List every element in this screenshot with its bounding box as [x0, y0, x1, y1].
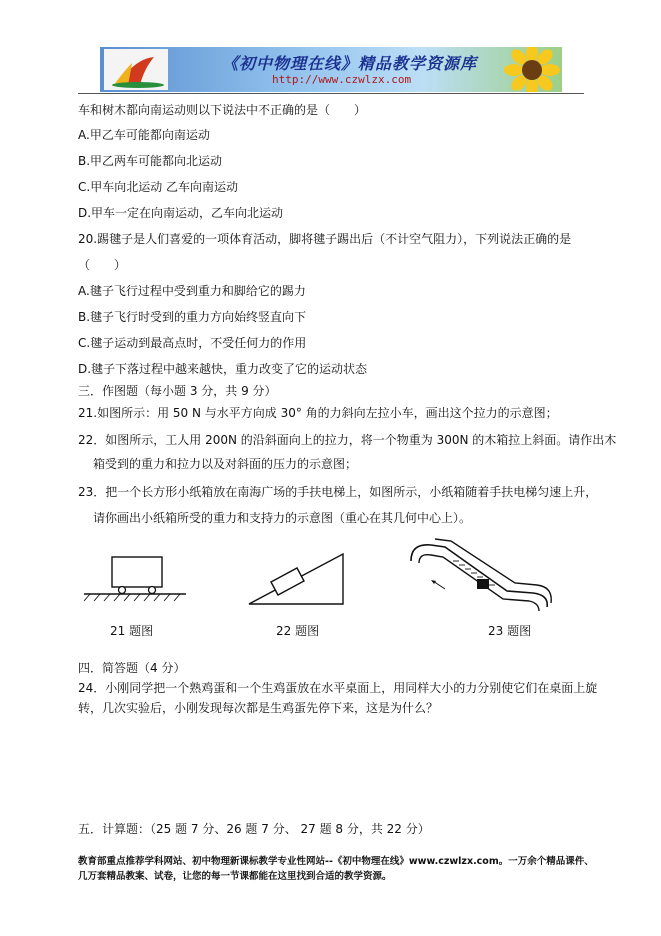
figure-21-caption: 21 题图 — [110, 624, 154, 638]
figure-23-escalator — [405, 533, 555, 613]
q19-option-a: A.甲乙车可能都向南运动 — [78, 128, 210, 142]
figure-21-cart — [80, 552, 190, 604]
q20-option-c: C.毽子运动到最高点时，不受任何力的作用 — [78, 336, 307, 350]
q19-option-d: D.甲车一定在向南运动，乙车向北运动 — [78, 206, 284, 220]
section-5-title: 五．计算题：（25 题 7 分、26 题 7 分、 27 题 8 分，共 22 分） — [78, 822, 430, 836]
q19-stem-tail: 车和树木都向南运动则以下说法中不正确的是（ ） — [78, 103, 367, 117]
banner-title: 《初中物理在线》精品教学资源库 — [222, 54, 478, 73]
q19-option-c: C.甲车向北运动 乙车向南运动 — [78, 180, 239, 194]
figure-23-caption: 23 题图 — [488, 624, 532, 638]
header-banner — [100, 47, 562, 92]
q20-paren: （ ） — [78, 258, 127, 272]
q20-stem: 20.踢毽子是人们喜爱的一项体育活动，脚将毽子踢出后（不计空气阻力），下列说法正确的是 — [78, 232, 572, 246]
q22-line-2: 箱受到的重力和拉力以及对斜面的压力的示意图； — [93, 457, 358, 471]
header-rule — [78, 93, 584, 94]
q22-line-1: 22．如图所示，工人用 200N 的沿斜面向上的拉力，将一个物重为 300N 的木箱拉上斜面。请作出木 — [78, 433, 617, 447]
q20-option-d: D.毽子下落过程中越来越快，重力改变了它的运动状态 — [78, 362, 368, 376]
q21-text: 21.如图所示：用 50 N 与水平方向成 30° 角的力斜向左拉小车，画出这个拉力的示意图； — [78, 406, 558, 420]
figure-22-incline — [245, 548, 350, 608]
figure-22-caption: 22 题图 — [276, 624, 320, 638]
q24-line-1: 24．小刚同学把一个熟鸡蛋和一个生鸡蛋放在水平桌面上，用同样大小的力分别使它们在桌面上旋 — [78, 681, 598, 695]
footer-line-2: 几万套精品教案、试卷，让您的每一节课都能在这里找到合适的教学资源。 — [78, 871, 392, 882]
banner-url[interactable]: http://www.czwlzx.com — [272, 73, 412, 86]
q23-line-2: 请你画出小纸箱所受的重力和支持力的示意图（重心在其几何中心上）。 — [93, 511, 472, 525]
footer-line-1: 教育部重点推荐学科网站、初中物理新课标教学专业性网站--《初中物理在线》www.czwlzx.com。一万余个精品课件、 — [78, 856, 594, 867]
section-3-title: 三．作图题（每小题 3 分，共 9 分） — [78, 384, 277, 398]
q23-line-1: 23．把一个长方形小纸箱放在南海广场的手扶电梯上，如图所示，小纸箱随着手扶电梯匀速上升， — [78, 485, 598, 499]
q20-option-b: B.毽子飞行时受到的重力方向始终竖直向下 — [78, 310, 307, 324]
q24-line-2: 转，几次实验后，小刚发现每次都是生鸡蛋先停下来，这是为什么？ — [78, 701, 439, 715]
site-logo-icon — [104, 49, 168, 90]
q19-option-b: B.甲乙两车可能都向北运动 — [78, 154, 223, 168]
sunflower-icon — [500, 47, 562, 92]
q20-option-a: A.毽子飞行过程中受到重力和脚给它的踢力 — [78, 284, 306, 298]
section-4-title: 四．简答题（4 分） — [78, 661, 186, 675]
